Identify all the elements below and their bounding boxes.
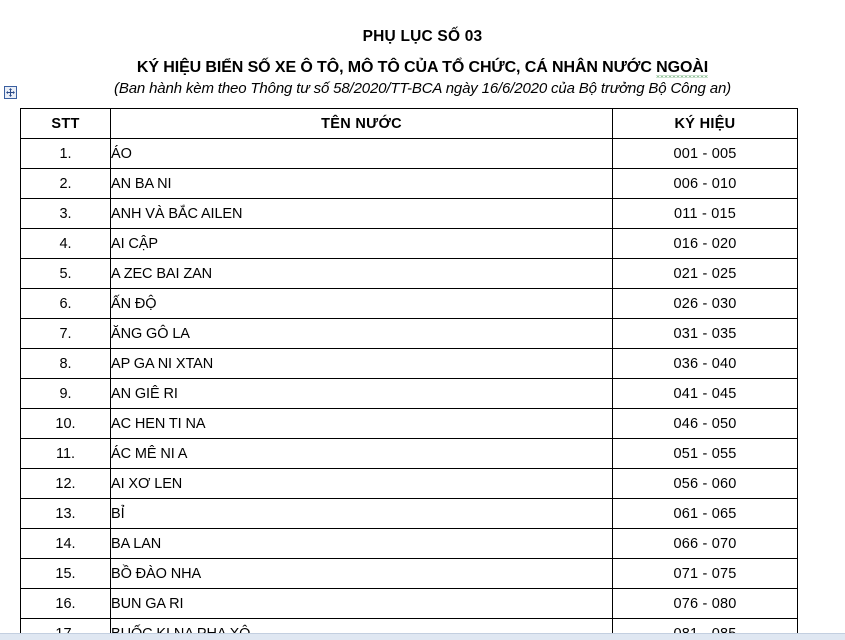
table-move-handle[interactable] (4, 86, 17, 99)
table-row (21, 289, 798, 319)
cell-stt: 1. (21, 139, 111, 169)
table-row (21, 559, 798, 589)
table-row (21, 379, 798, 409)
cell-stt: 10. (21, 409, 111, 439)
table-row (21, 169, 798, 199)
cell-symbol-range: 051 - 055 (613, 439, 798, 469)
page-title: PHỤ LỤC SỐ 03 (362, 28, 483, 45)
cell-country-name: BỒ ĐÀO NHA (111, 559, 613, 589)
table-row (21, 469, 798, 499)
cell-stt: 9. (21, 379, 111, 409)
cell-country-name: A ZEC BAI ZAN (111, 259, 613, 289)
cell-country-name: ANH VÀ BẮC AILEN (111, 199, 613, 229)
document-issue-note: (Ban hành kèm theo Thông tư số 58/2020/TT-BCA ngày 16/6/2020 của Bộ trưởng Bộ Công an) (114, 80, 731, 98)
cell-symbol-range: 006 - 010 (613, 169, 798, 199)
cell-stt: 11. (21, 439, 111, 469)
bottom-status-strip (0, 633, 845, 640)
cell-symbol-range: 031 - 035 (613, 319, 798, 349)
cell-stt: 2. (21, 169, 111, 199)
cell-symbol-range: 066 - 070 (613, 529, 798, 559)
cell-stt: 3. (21, 199, 111, 229)
table-row (21, 529, 798, 559)
cell-symbol-range: 076 - 080 (613, 589, 798, 619)
cell-country-name: AP GA NI XTAN (111, 349, 613, 379)
cell-country-name: BUN GA RI (111, 589, 613, 619)
column-header-name: TÊN NƯỚC (111, 109, 613, 139)
cell-country-name: ẤN ĐỘ (111, 289, 613, 319)
cell-country-name: ÁO (111, 139, 613, 169)
table-row (21, 319, 798, 349)
table-row (21, 199, 798, 229)
cell-country-name: AI CẬP (111, 229, 613, 259)
document-subtitle-text: KÝ HIỆU BIỂN SỐ XE Ô TÔ, MÔ TÔ CỦA TỔ CHỨC, CÁ NHÂN NƯỚC (136, 59, 657, 77)
table-row (21, 139, 798, 169)
cell-country-name: BA LAN (111, 529, 613, 559)
cell-stt: 16. (21, 589, 111, 619)
cell-symbol-range: 041 - 045 (613, 379, 798, 409)
cell-country-name: ĂNG GÔ LA (111, 319, 613, 349)
cell-stt: 8. (21, 349, 111, 379)
column-header-symbol: KÝ HIỆU (613, 109, 798, 139)
table-row (21, 439, 798, 469)
cell-symbol-range: 036 - 040 (613, 349, 798, 379)
table-row (21, 409, 798, 439)
table-row (21, 259, 798, 289)
appendix-table (20, 108, 798, 640)
spellcheck-flagged-word: NGOÀI (656, 59, 709, 77)
table-row (21, 589, 798, 619)
cell-stt: 4. (21, 229, 111, 259)
cell-country-name: BỈ (111, 499, 613, 529)
table-header-row (21, 109, 798, 139)
column-header-stt: STT (21, 109, 111, 139)
cell-stt: 15. (21, 559, 111, 589)
cell-symbol-range: 071 - 075 (613, 559, 798, 589)
document-header (0, 0, 845, 98)
cell-symbol-range: 061 - 065 (613, 499, 798, 529)
move-handle-icon (6, 88, 15, 97)
cell-country-name: ÁC MÊ NI A (111, 439, 613, 469)
cell-stt: 6. (21, 289, 111, 319)
cell-country-name: AN BA NI (111, 169, 613, 199)
cell-country-name: AI XƠ LEN (111, 469, 613, 499)
cell-symbol-range: 056 - 060 (613, 469, 798, 499)
table-row (21, 229, 798, 259)
cell-symbol-range: 011 - 015 (613, 199, 798, 229)
cell-stt: 13. (21, 499, 111, 529)
table-row (21, 349, 798, 379)
cell-stt: 14. (21, 529, 111, 559)
cell-country-name: AN GIÊ RI (111, 379, 613, 409)
cell-symbol-range: 021 - 025 (613, 259, 798, 289)
document-subtitle (0, 59, 845, 77)
table-body (21, 139, 798, 640)
cell-stt: 5. (21, 259, 111, 289)
appendix-table-wrapper (20, 108, 797, 640)
cell-symbol-range: 016 - 020 (613, 229, 798, 259)
cell-stt: 7. (21, 319, 111, 349)
cell-symbol-range: 046 - 050 (613, 409, 798, 439)
table-row (21, 499, 798, 529)
cell-country-name: AC HEN TI NA (111, 409, 613, 439)
cell-symbol-range: 026 - 030 (613, 289, 798, 319)
cell-symbol-range: 001 - 005 (613, 139, 798, 169)
cell-stt: 12. (21, 469, 111, 499)
